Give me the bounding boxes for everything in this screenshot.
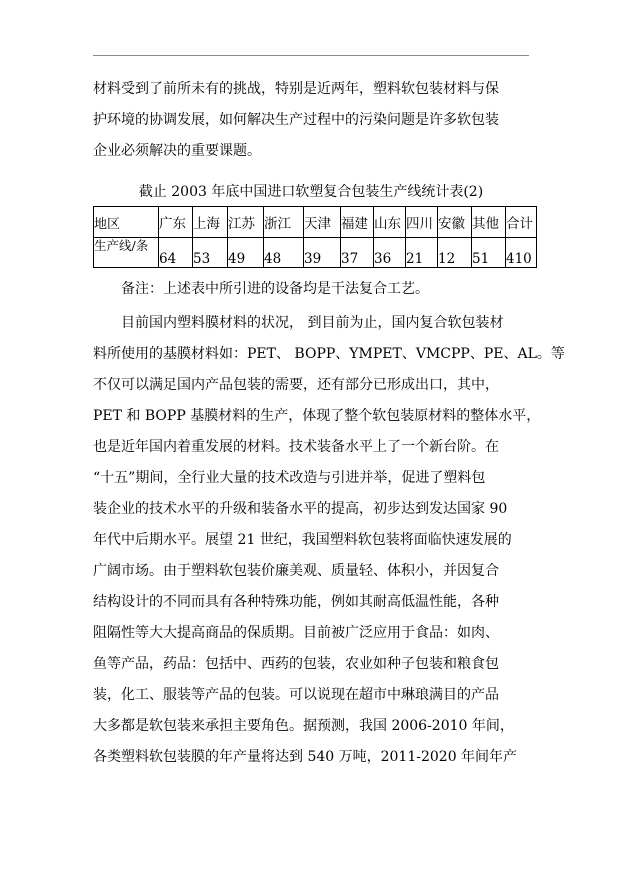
region-cell: 山东 bbox=[374, 207, 406, 238]
region-cell: 合计 bbox=[506, 207, 537, 238]
text-line: 年代中后期水平。展望 21 世纪，我国塑料软包装将面临快速发展的 bbox=[93, 532, 512, 548]
value-cell: 21 bbox=[406, 238, 438, 268]
text-line: 也是近年国内着重发展的材料。技术装备水平上了一个新台阶。在 bbox=[93, 439, 499, 455]
value-cell: 39 bbox=[304, 238, 341, 268]
table-header-row bbox=[94, 207, 537, 238]
text-line: 大多都是软包装来承担主要角色。据预测，我国 2006-2010 年间， bbox=[93, 718, 514, 734]
text-line: 装，化工、服装等产品的包装。可以说现在超市中琳琅满目的产品 bbox=[93, 687, 499, 703]
text-line: PET 和 BOPP 基膜材料的生产，体现了整个软包装原材料的整体水平， bbox=[93, 408, 541, 424]
paragraph-intro bbox=[93, 74, 529, 167]
region-cell: 福建 bbox=[341, 207, 374, 238]
value-cell: 410 bbox=[506, 238, 537, 268]
table-note: 备注：上述表中所引进的设备均是干法复合工艺。 bbox=[121, 281, 429, 297]
value-cell: 12 bbox=[438, 238, 472, 268]
production-line-table bbox=[93, 206, 537, 268]
paragraph-status bbox=[93, 308, 565, 773]
value-cell: 49 bbox=[228, 238, 264, 268]
text-line: 不仅可以满足国内产品包装的需要，还有部分已形成出口，其中， bbox=[93, 377, 499, 393]
text-line: 企业必须解决的重要课题。 bbox=[93, 143, 261, 159]
region-cell: 安徽 bbox=[438, 207, 472, 238]
text-line: 材料受到了前所未有的挑战，特别是近两年，塑料软包装材料与保 bbox=[93, 81, 499, 97]
region-cell: 上海 bbox=[193, 207, 228, 238]
header-label-cell: 地区 bbox=[94, 207, 159, 238]
text-line: 结构设计的不同而具有各种特殊功能，例如其耐高低温性能，各种 bbox=[93, 594, 499, 610]
text-line: 目前国内塑料膜材料的状况， 到目前为止，国内复合软包装材 bbox=[121, 315, 504, 331]
table-value-row bbox=[94, 238, 537, 268]
text-line: 阻隔性等大大提高商品的保质期。目前被广泛应用于食品：如肉、 bbox=[93, 625, 499, 641]
value-cell: 37 bbox=[341, 238, 374, 268]
value-cell: 51 bbox=[472, 238, 506, 268]
region-cell: 浙江 bbox=[264, 207, 304, 238]
text-line: 装企业的技术水平的升级和装备水平的提高，初步达到发达国家 90 bbox=[93, 501, 508, 517]
region-cell: 四川 bbox=[406, 207, 438, 238]
text-line: 广阔市场。由于塑料软包装价廉美观、质量轻、体积小，并因复合 bbox=[93, 563, 499, 579]
text-line: “十五”期间，全行业大量的技术改造与引进并举，促进了塑料包 bbox=[93, 470, 486, 486]
text-line: 各类塑料软包装膜的年产量将达到 540 万吨，2011-2020 年间年产 bbox=[93, 749, 518, 765]
value-cell: 53 bbox=[193, 238, 228, 268]
header-rule bbox=[93, 55, 529, 56]
region-cell: 江苏 bbox=[228, 207, 264, 238]
value-cell: 48 bbox=[264, 238, 304, 268]
value-cell: 36 bbox=[374, 238, 406, 268]
table-caption: 截止 2003 年底中国进口软塑复合包装生产线统计表(2) bbox=[138, 184, 484, 200]
row-label-cell: 生产线/条 bbox=[94, 238, 159, 268]
region-cell: 其他 bbox=[472, 207, 506, 238]
value-cell: 64 bbox=[159, 238, 193, 268]
text-line: 护环境的协调发展，如何解决生产过程中的污染问题是许多软包装 bbox=[93, 112, 499, 128]
text-line: 鱼等产品，药品：包括中、西药的包装，农业如种子包装和粮食包 bbox=[93, 656, 499, 672]
region-cell: 广东 bbox=[159, 207, 193, 238]
text-line: 料所使用的基膜材料如：PET、 BOPP、YMPET、VMCPP、PE、AL。等 bbox=[93, 346, 565, 362]
region-cell: 天津 bbox=[304, 207, 341, 238]
